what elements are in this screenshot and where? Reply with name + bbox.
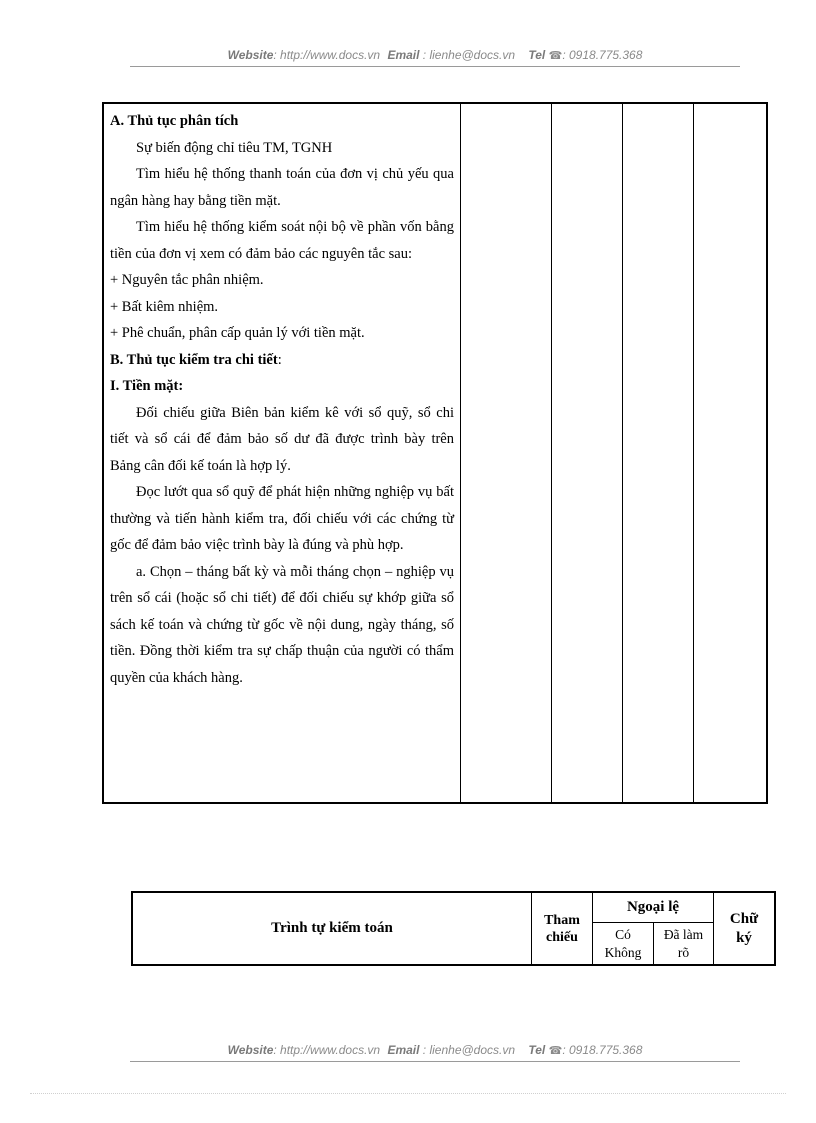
email-value[interactable]: : lienhe@docs.vn	[422, 48, 516, 62]
para-review-cashbook: Đọc lướt qua sổ quỹ để phát hiện những nghiệp vụ bất thường và tiến hành kiểm tra, đối chiếu với các chứng từ gốc để đảm bảo việc trình bày là đúng và phù hợp.	[110, 484, 454, 553]
email-label: Email	[387, 48, 420, 62]
website-label: Website	[227, 48, 274, 62]
yes-no-header: Có Không	[604, 926, 642, 960]
bullet-non-concurrent: + Bất kiêm nhiệm.	[110, 298, 219, 315]
column-header-table	[131, 891, 776, 966]
footer-divider	[130, 1061, 740, 1062]
line-payment-system: Tìm hiểu hệ thống thanh toán của đơn vị chủ yếu qua ngân hàng hay bằng tiền mặt.	[110, 166, 454, 209]
website-label: Website	[227, 1043, 274, 1057]
email-value[interactable]: : lienhe@docs.vn	[422, 1043, 516, 1057]
analysis-heading: A. Thủ tục phân tích	[110, 113, 239, 129]
email-label: Email	[387, 1043, 420, 1057]
website-url[interactable]: : http://www.docs.vn	[273, 48, 381, 62]
procedure-header: Trình tự kiểm toán	[271, 920, 393, 936]
tel-label: Tel	[528, 48, 546, 62]
detail-heading: B. Thủ tục kiểm tra chi tiết	[110, 351, 278, 368]
para-select-sample: a. Chọn – tháng bất kỳ và mỗi tháng chọn – nghiệp vụ trên sổ cái (hoặc sổ chi tiết) để đối chiếu sự khớp giữa sổ sách kế toán và chứng từ gốc về nội dung, ngày tháng, số tiền. Đồng thời kiểm tra sự chấp thuận của người có thẩm quyền của khách hàng.	[110, 563, 454, 686]
tel-value: : 0918.775.368	[562, 48, 643, 62]
cash-heading: I. Tiền mặt:	[110, 378, 184, 394]
bullet-segregation: + Nguyên tắc phân nhiệm.	[110, 272, 264, 288]
line-cash-variation: Sự biến động chỉ tiêu TM, TGNH	[136, 139, 333, 156]
tel-label: Tel	[528, 1043, 546, 1057]
website-url[interactable]: : http://www.docs.vn	[273, 1043, 381, 1057]
para-reconcile: Đối chiếu giữa Biên bản kiểm kê với sổ quỹ, sổ chi tiết và sổ cái để đảm bảo số dư đã được trình bày trên Bảng cân đối kế toán là hợp lý.	[110, 404, 454, 474]
signature-header: Chữ ký	[729, 910, 759, 946]
column-divider	[460, 104, 461, 802]
clarified-header: Đã làm rõ	[663, 926, 704, 960]
phone-icon: ☎	[548, 50, 563, 62]
page-header	[130, 48, 740, 62]
detail-colon: :	[277, 351, 282, 368]
header-divider	[130, 66, 740, 67]
procedure-content	[110, 108, 454, 691]
line-internal-control: Tìm hiểu hệ thống kiểm soát nội bộ về phần vốn bằng tiền của đơn vị xem có đảm bảo các nguyên tắc sau:	[110, 219, 454, 262]
exception-header: Ngoại lệ	[626, 899, 680, 915]
tel-value: : 0918.775.368	[562, 1043, 643, 1057]
phone-icon: ☎	[548, 1045, 563, 1057]
column-divider	[551, 104, 552, 802]
page-footer	[130, 1043, 740, 1057]
page-edge-dots	[30, 1093, 786, 1094]
column-divider	[693, 104, 694, 802]
bullet-approval: + Phê chuẩn, phân cấp quản lý với tiền mặt.	[110, 325, 365, 341]
column-divider	[622, 104, 623, 802]
audit-procedure-table	[102, 102, 768, 804]
reference-header: Tham chiếu	[544, 912, 580, 945]
